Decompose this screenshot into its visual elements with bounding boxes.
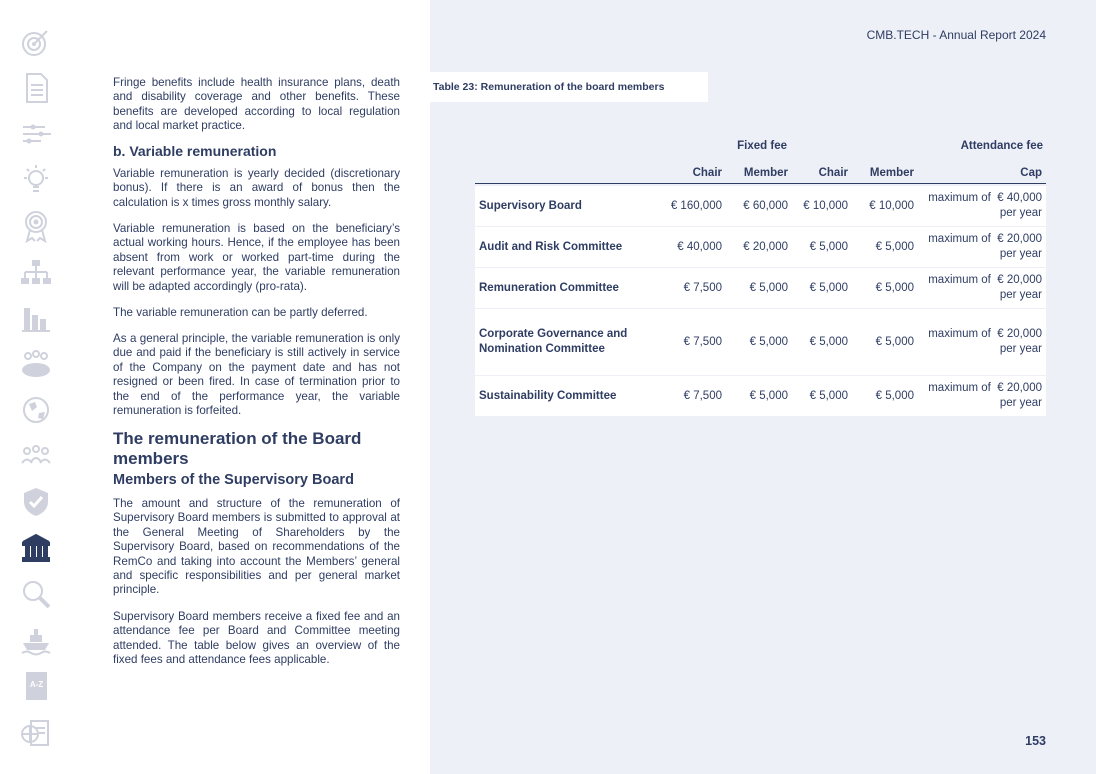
variable-paragraph-3: The variable remuneration can be partly deferred. [113, 306, 368, 319]
attendance-chair-value: € 5,000 [809, 390, 848, 402]
left-page [0, 0, 430, 774]
page-number: 153 [1025, 734, 1046, 748]
variable-paragraph-2: Variable remuneration is based on the beneficiary’s actual working hours. Hence, if the employee has been absent from work or worked part-time during the relevant performance year, the variable remuneration will be adapted accordingly (pro-rata). [113, 222, 400, 293]
document-icon[interactable] [14, 68, 58, 108]
col-fixed-member: Member [743, 167, 788, 179]
recycle-globe-icon[interactable] [14, 390, 58, 430]
variable-remuneration-text-2 [113, 222, 400, 294]
fringe-benefits-paragraph: Fringe benefits include health insurance plans, death and disability coverage and other benefits. These benefits are developed according to local regulation and local market practice. [113, 76, 400, 133]
attendance-chair-value: € 5,000 [809, 282, 848, 294]
supervisory-board-heading: Members of the Supervisory Board [113, 472, 354, 488]
cap-period: per year [999, 343, 1042, 355]
fixed-member-value: € 20,000 [743, 241, 788, 253]
attendance-chair-value: € 5,000 [809, 241, 848, 253]
fixed-member-value: € 5,000 [749, 336, 788, 348]
row-name: Corporate Governance and Nomination Committee [479, 328, 628, 355]
svg-text:A-Z: A-Z [29, 680, 44, 689]
fixed-chair-value: € 7,500 [683, 282, 722, 294]
row-name: Sustainability Committee [479, 389, 617, 402]
fixed-fee-group-header: Fixed fee [737, 140, 787, 152]
supervisory-board-section [113, 473, 400, 487]
table-row [475, 268, 1046, 308]
cap-amount: maximum of € 20,000 [928, 382, 1042, 394]
table-row [475, 186, 1046, 226]
sliders-icon[interactable] [14, 114, 58, 154]
board-remuneration-section [113, 429, 373, 469]
cap-value [912, 227, 1042, 267]
fringe-benefits-text [113, 76, 400, 134]
attendance-member-value: € 5,000 [875, 241, 914, 253]
cap-period: per year [999, 248, 1042, 260]
col-cap: Cap [1020, 167, 1042, 179]
variable-paragraph-4: As a general principle, the variable remuneration is only due and paid if the beneficiary is still actively in service of the Company on the payment date and has not resigned or been fired. In case of termination prior to the end of the performance year, the variable remuneration is forfeited. [113, 332, 400, 418]
attendance-chair-value: € 5,000 [809, 336, 848, 348]
supervisory-board-text [113, 497, 400, 598]
col-attendance-member: Member [869, 167, 914, 179]
fixed-chair-value: € 7,500 [683, 390, 722, 402]
cap-value [912, 376, 1042, 416]
attendance-member-value: € 5,000 [875, 336, 914, 348]
variable-remuneration-heading: b. Variable remuneration [113, 143, 277, 159]
lightbulb-icon[interactable] [14, 160, 58, 200]
variable-remuneration-text [113, 167, 400, 210]
cap-period: per year [999, 289, 1042, 301]
fixed-chair-value: € 7,500 [683, 336, 722, 348]
a-z-book-icon[interactable] [14, 666, 58, 706]
cap-amount: maximum of € 20,000 [928, 233, 1042, 245]
cap-value [912, 309, 1042, 375]
row-name: Remuneration Committee [479, 281, 619, 294]
fixed-chair-value: € 160,000 [670, 200, 722, 212]
attendance-member-value: € 5,000 [875, 390, 914, 402]
variable-paragraph-1: Variable remuneration is yearly decided (discretionary bonus). If there is an award of bonus then the calculation is x times gross monthly salary. [113, 167, 400, 209]
cap-period: per year [999, 207, 1042, 219]
col-fixed-chair: Chair [692, 167, 722, 179]
attendance-fee-group-header: Attendance fee [960, 140, 1043, 152]
table-row [475, 309, 1046, 375]
cap-value [912, 268, 1042, 308]
supervisory-paragraph-2: Supervisory Board members receive a fixed fee and an attendance fee per Board and Committee meeting attended. The table below gives an overview of the fixed fees and attendance fees applicable. [113, 610, 400, 667]
bar-chart-icon[interactable] [14, 298, 58, 338]
meeting-icon[interactable] [14, 344, 58, 384]
variable-remuneration-section [113, 144, 400, 158]
table-row [475, 376, 1046, 416]
attendance-member-value: € 10,000 [869, 200, 914, 212]
fixed-member-value: € 60,000 [743, 200, 788, 212]
target-icon[interactable] [14, 22, 58, 62]
cap-period: per year [999, 397, 1042, 409]
cap-amount: maximum of € 20,000 [928, 328, 1042, 340]
attendance-member-value: € 5,000 [875, 282, 914, 294]
header-divider [475, 183, 1046, 184]
people-icon[interactable] [14, 436, 58, 476]
table-caption: Table 23: Remuneration of the board members [430, 72, 708, 102]
cap-value [912, 186, 1042, 226]
attendance-chair-value: € 10,000 [803, 200, 848, 212]
table-row [475, 227, 1046, 267]
cap-amount: maximum of € 40,000 [928, 192, 1042, 204]
fixed-chair-value: € 40,000 [677, 241, 722, 253]
shield-check-icon[interactable] [14, 482, 58, 522]
variable-remuneration-text-3 [113, 306, 400, 320]
ship-icon[interactable] [14, 620, 58, 660]
fixed-member-value: € 5,000 [749, 282, 788, 294]
magnifier-icon[interactable] [14, 574, 58, 614]
report-title: CMB.TECH - Annual Report 2024 [866, 28, 1046, 42]
cap-amount: maximum of € 20,000 [928, 274, 1042, 286]
org-chart-icon[interactable] [14, 252, 58, 292]
award-icon[interactable] [14, 206, 58, 246]
board-remuneration-heading: The remuneration of the Board members [113, 429, 362, 468]
supervisory-board-text-2 [113, 610, 400, 668]
fixed-member-value: € 5,000 [749, 390, 788, 402]
variable-remuneration-text-4 [113, 332, 400, 418]
bank-icon[interactable] [14, 528, 58, 568]
col-attendance-chair: Chair [818, 167, 848, 179]
supervisory-paragraph-1: The amount and structure of the remuneration of Supervisory Board members is submitted to approval at the General Meeting of Shareholders by the Supervisory Board, based on recommendations of the RemCo and taking into account the Members’ general and specific responsibilities and per general market principle. [113, 497, 400, 597]
row-name: Audit and Risk Committee [479, 240, 623, 253]
row-name: Supervisory Board [479, 199, 582, 212]
globe-document-icon[interactable] [14, 712, 58, 752]
